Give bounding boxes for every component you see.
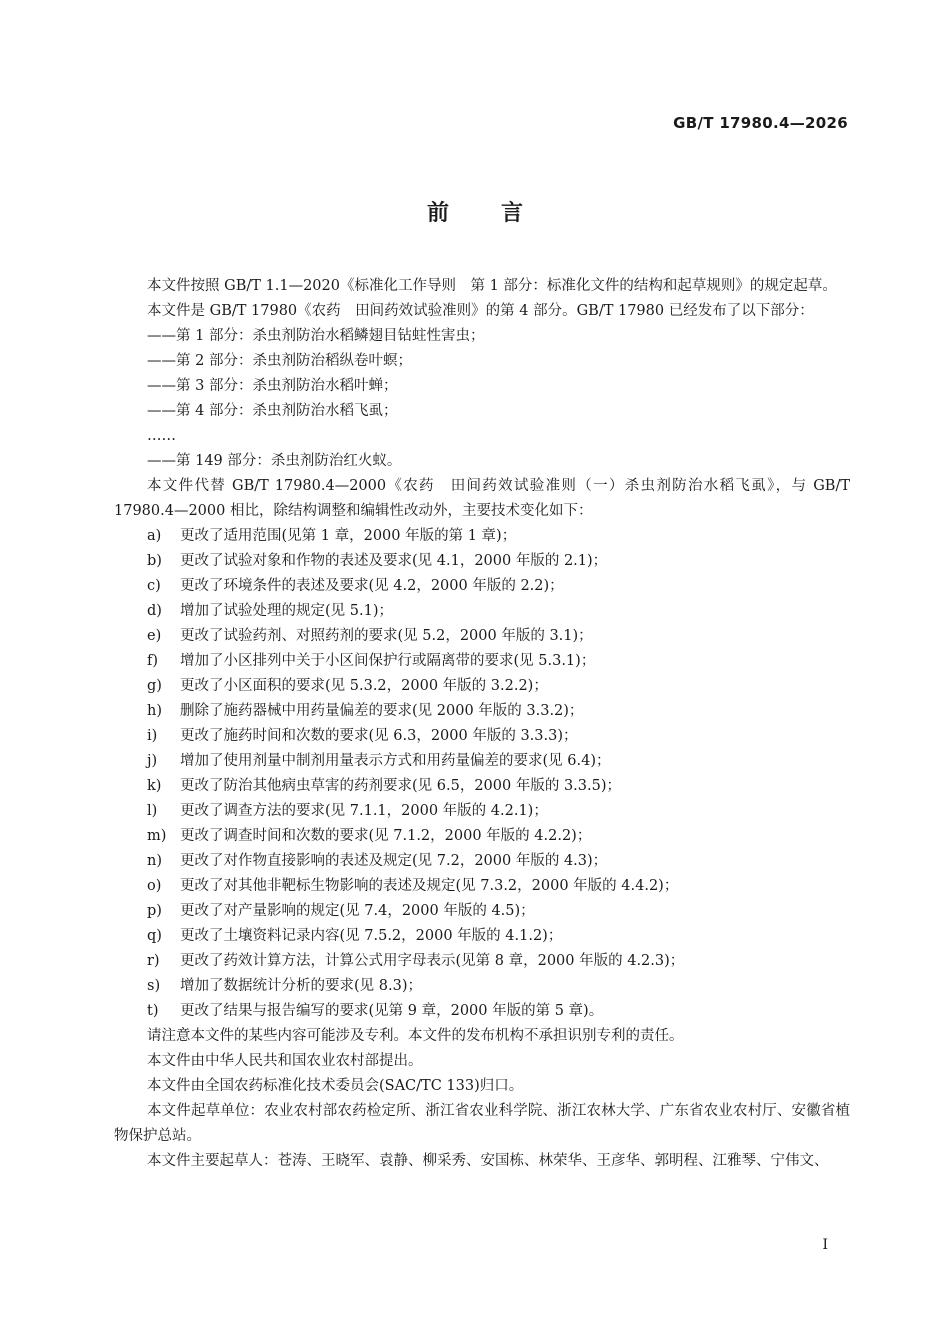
page-number: I: [822, 1237, 828, 1253]
change-item: [114, 549, 850, 574]
change-item-letter: a): [147, 528, 162, 544]
parts-list-ellipsis: ……: [147, 428, 176, 444]
page-title: [0, 196, 950, 227]
change-item-text: 增加了数据统计分析的要求(见 8.3)；: [180, 978, 422, 994]
parts-list-item: ——第 4 部分：杀虫剂防治水稻飞虱；: [147, 403, 398, 419]
change-item-letter: o): [147, 878, 162, 894]
change-item-letter: b): [147, 553, 162, 569]
paragraph-drafting-rules: 本文件按照 GB/T 1.1—2020《标准化工作导则 第 1 部分：标准化文件的结构和起草规则》的规定起草。: [147, 278, 837, 294]
change-item-text: 更改了对作物直接影响的表述及规定(见 7.2，2000 年版的 4.3)；: [180, 853, 608, 869]
change-item-text: 更改了环境条件的表述及要求(见 4.2，2000 年版的 2.2)；: [180, 578, 564, 594]
change-item-text: 增加了使用剂量中制剂用量表示方式和用药量偏差的要求(见 6.4)；: [180, 753, 611, 769]
paragraph-drafters: 本文件主要起草人：苍涛、王晓军、袁静、柳采秀、安国栋、林荣华、王彦华、郭明程、江雅琴、宁伟文、: [147, 1153, 829, 1169]
change-item-letter: s): [147, 978, 161, 994]
change-item: [114, 899, 850, 924]
change-item-letter: h): [147, 703, 162, 719]
change-item-text: 更改了药效计算方法，计算公式用字母表示(见第 8 章，2000 年版的 4.2.3)；: [180, 953, 685, 969]
change-item: [114, 849, 850, 874]
change-item: [114, 699, 850, 724]
change-item: [114, 574, 850, 599]
change-item-letter: t): [147, 1003, 159, 1019]
change-item-text: 删除了施药器械中用药量偏差的要求(见 2000 年版的 3.3.2)；: [180, 703, 584, 719]
title-char-1: 前: [426, 201, 449, 226]
change-item: [114, 799, 850, 824]
change-item-letter: i): [147, 728, 158, 744]
paragraph-patent-notice: 请注意本文件的某些内容可能涉及专利。本文件的发布机构不承担识别专利的责任。: [147, 1028, 684, 1044]
change-item-letter: g): [147, 678, 162, 694]
change-item: [114, 624, 850, 649]
change-item-text: 更改了调查时间和次数的要求(见 7.1.2，2000 年版的 4.2.2)；: [180, 828, 592, 844]
change-item: [114, 824, 850, 849]
change-item: [114, 674, 850, 699]
change-item-text: 增加了小区排列中关于小区间保护行或隔离带的要求(见 5.3.1)；: [180, 653, 596, 669]
change-item: [114, 924, 850, 949]
change-item-text: 更改了对其他非靶标生物影响的表述及规定(见 7.3.2，2000 年版的 4.4.2)；: [180, 878, 679, 894]
change-item-text: 更改了试验对象和作物的表述及要求(见 4.1，2000 年版的 2.1)；: [180, 553, 608, 569]
change-item: [114, 774, 850, 799]
change-item: [114, 999, 850, 1024]
change-item-text: 更改了调查方法的要求(见 7.1.1，2000 年版的 4.2.1)；: [180, 803, 548, 819]
document-body: [114, 274, 850, 1174]
change-item-letter: k): [147, 778, 162, 794]
change-item-letter: r): [147, 953, 160, 969]
paragraph-replaces: 本文件代替 GB/T 17980.4—2000《农药 田间药效试验准则（一）杀虫剂防治水稻飞虱》，与 GB/T 17980.4—2000 相比，除结构调整和编辑性改动外，主要技术变化如下：: [114, 478, 850, 519]
title-char-2: 言: [501, 201, 524, 226]
change-item-letter: c): [147, 578, 161, 594]
change-item-letter: e): [147, 628, 162, 644]
change-item-text: 更改了适用范围(见第 1 章，2000 年版的第 1 章)；: [180, 528, 517, 544]
change-item-text: 更改了小区面积的要求(见 5.3.2，2000 年版的 3.2.2)；: [180, 678, 548, 694]
change-item-text: 更改了防治其他病虫草害的药剂要求(见 6.5，2000 年版的 3.3.5)；: [180, 778, 621, 794]
paragraph-administered-by: 本文件由全国农药标准化技术委员会(SAC/TC 133)归口。: [147, 1078, 524, 1094]
change-item-letter: j): [147, 753, 158, 769]
change-item-text: 更改了土壤资料记录内容(见 7.5.2，2000 年版的 4.1.2)；: [180, 928, 563, 944]
change-item: [114, 649, 850, 674]
change-item-letter: l): [147, 803, 158, 819]
change-item-letter: f): [147, 653, 159, 669]
change-item: [114, 749, 850, 774]
parts-list-item: ——第 2 部分：杀虫剂防治稻纵卷叶螟；: [147, 353, 412, 369]
change-item-letter: n): [147, 853, 162, 869]
change-item: [114, 874, 850, 899]
change-item: [114, 524, 850, 549]
change-item-text: 更改了施药时间和次数的要求(见 6.3，2000 年版的 3.3.3)；: [180, 728, 578, 744]
parts-list-item-last: ——第 149 部分：杀虫剂防治红火蚁。: [147, 453, 402, 469]
change-item: [114, 724, 850, 749]
change-item-text: 更改了对产量影响的规定(见 7.4，2000 年版的 4.5)；: [180, 903, 535, 919]
change-item-letter: q): [147, 928, 162, 944]
standard-code: GB/T 17980.4—2026: [673, 114, 848, 132]
change-item: [114, 599, 850, 624]
change-item: [114, 974, 850, 999]
paragraph-part-of-series: 本文件是 GB/T 17980《农药 田间药效试验准则》的第 4 部分。GB/T 17980 已经发布了以下部分：: [147, 303, 814, 319]
change-item: [114, 949, 850, 974]
paragraph-drafting-units: 本文件起草单位：农业农村部农药检定所、浙江省农业科学院、浙江农林大学、广东省农业农村厅、安徽省植物保护总站。: [114, 1103, 850, 1144]
change-item-text: 增加了试验处理的规定(见 5.1)；: [180, 603, 393, 619]
change-item-letter: p): [147, 903, 162, 919]
change-item-letter: m): [147, 828, 167, 844]
paragraph-proposed-by: 本文件由中华人民共和国农业农村部提出。: [147, 1053, 423, 1069]
change-item-text: 更改了试验药剂、对照药剂的要求(见 5.2，2000 年版的 3.1)；: [180, 628, 593, 644]
parts-list-item: ——第 1 部分：杀虫剂防治水稻鳞翅目钻蛀性害虫；: [147, 328, 485, 344]
change-item-letter: d): [147, 603, 162, 619]
change-item-text: 更改了结果与报告编写的要求(见第 9 章，2000 年版的第 5 章)。: [180, 1003, 604, 1019]
parts-list-item: ——第 3 部分：杀虫剂防治水稻叶蝉；: [147, 378, 398, 394]
